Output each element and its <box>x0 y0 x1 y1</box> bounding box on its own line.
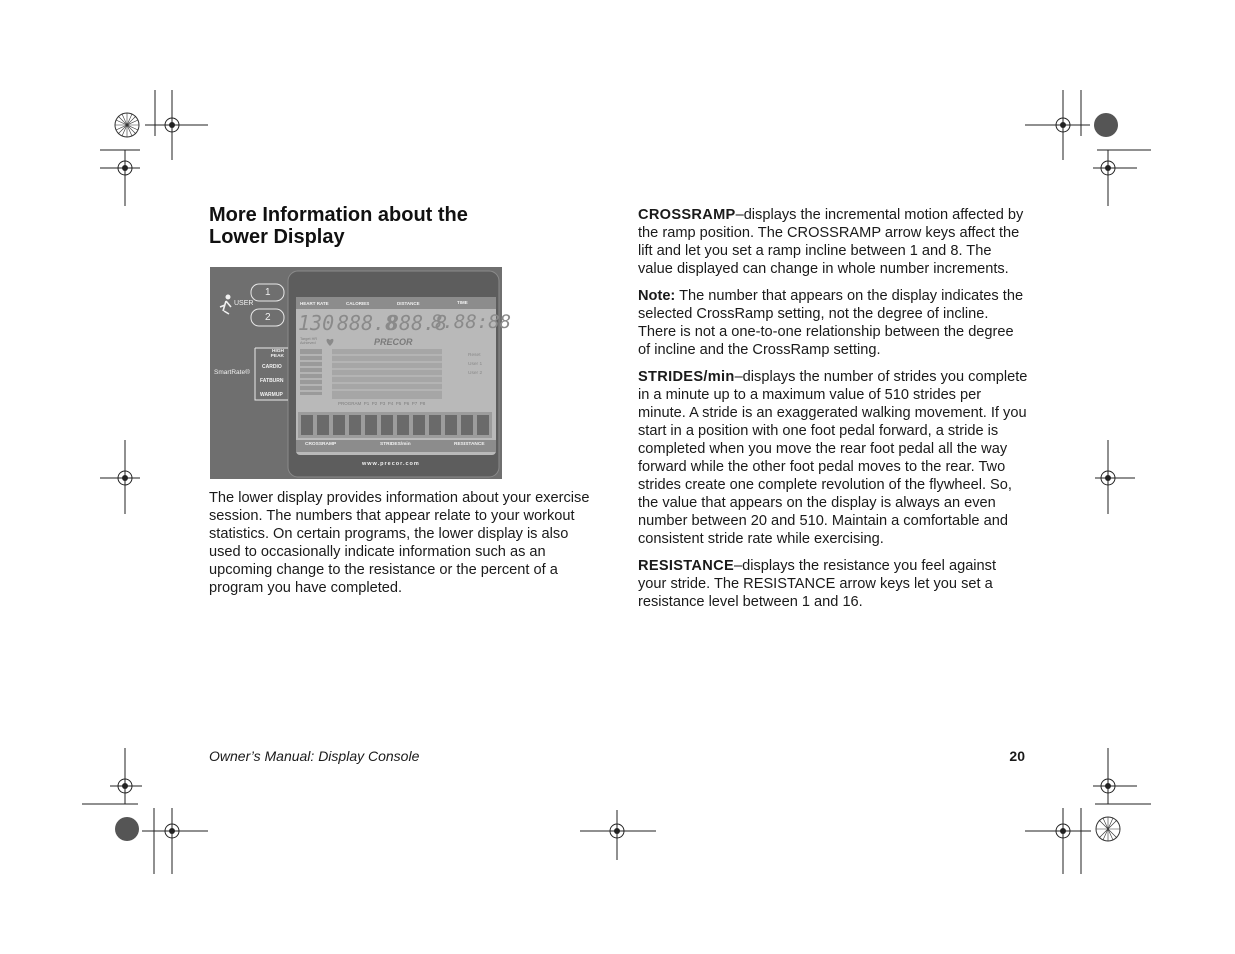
console-zone-warmup: WARMUP <box>260 392 283 398</box>
console-label-heart-rate: HEART RATE <box>300 301 329 306</box>
page-number: 20 <box>1009 748 1025 764</box>
registration-mark-top-left <box>100 90 220 210</box>
program-bar-grid <box>332 349 442 399</box>
console-label-crossramp: CROSSRAMP <box>305 442 337 447</box>
registration-mark-mid-right <box>1085 440 1135 515</box>
console-label-time: TIME <box>457 300 468 305</box>
registration-mark-mid-left <box>100 440 150 515</box>
console-right-label-reset: Reset <box>468 353 481 358</box>
console-readout-heart-rate: 130 <box>298 311 335 335</box>
console-right-label-user2: User 2 <box>468 371 483 376</box>
strides-paragraph <box>638 368 1028 548</box>
crossramp-paragraph <box>638 206 1028 278</box>
console-brand-logo: PRECOR <box>374 337 413 347</box>
console-label-strides: STRIDES/min <box>380 442 411 447</box>
crossramp-text: –displays the incremental motion affected by the ramp position. The CROSSRAMP arrow keys affect the lift and let you set a ramp incline between 1 and 8. The value displayed can change in whole number increments. <box>638 207 1024 277</box>
console-zone-cardio: CARDIO <box>262 364 282 370</box>
title-line-2: Lower Display <box>209 226 345 248</box>
note-text: The number that appears on the display indicates the selected CrossRamp setting, not the degree of incline. There is not a one-to-one relationship between the degree of incline and the CrossRamp setting. <box>638 288 1024 358</box>
resistance-paragraph <box>638 557 1013 611</box>
console-user-button-1: 1 <box>265 287 271 298</box>
console-readout-calories: 888.8 <box>337 311 398 335</box>
console-target-label: Target HR Achieved <box>300 337 318 346</box>
crossramp-term: CROSSRAMP <box>638 207 736 223</box>
console-label-calories: CALORIES <box>346 301 370 306</box>
console-label-distance: DISTANCE <box>397 301 420 306</box>
strides-term: STRIDES/min <box>638 369 735 385</box>
note-paragraph <box>638 287 1028 359</box>
console-zone-highpeak: HIGH PEAK <box>270 349 284 359</box>
console-user-button-2: 2 <box>265 312 271 323</box>
console-label-resistance: RESISTANCE <box>454 442 485 447</box>
console-illustration <box>210 267 512 479</box>
registration-mark-bottom-right <box>1015 748 1155 878</box>
console-drawing <box>210 267 502 479</box>
page-title <box>209 204 569 248</box>
console-website: www.precor.com <box>362 461 420 467</box>
note-label: Note: <box>638 288 676 304</box>
console-zone-fatburn: FATBURN <box>260 378 284 384</box>
title-line-1: More Information about the <box>209 204 468 226</box>
registration-mark-bottom-left <box>82 748 222 878</box>
registration-mark-bottom-center <box>580 810 660 860</box>
console-program-row: PROGRAM P1 P2 P3 P4 P5 P6 P7 P8 <box>338 401 426 406</box>
console-user-label: USER <box>234 300 254 307</box>
registration-mark-top-right <box>1015 90 1155 210</box>
footer-title: Owner’s Manual: Display Console <box>209 748 420 764</box>
console-smartrate-label: SmartRate® <box>214 369 250 376</box>
console-readout-time: 8.88:88 <box>431 311 512 333</box>
resistance-term: RESISTANCE <box>638 558 734 574</box>
strides-text: –displays the number of strides you complete in a minute up to a maximum value of 510 strides per minute. A stride is an exaggerated walking movement. If you start in a position with one foot pedal forward, a stride is completed when you move the rear foot pedal all the way forward while the other foot pedal moves to the rear. Two strides create one complete revolution of the flywheel. So, the value that appears on the display is always an even number between 20 and 510. Maintain a comfortable and consistent stride rate while exercising. <box>638 369 1028 547</box>
resistance-text: –displays the resistance you feel against your stride. The RESISTANCE arrow keys let you set a resistance level between 1 and 16. <box>638 558 997 610</box>
console-right-label-user1: User 1 <box>468 362 483 367</box>
intro-paragraph: The lower display provides information about your exercise session. The numbers that appear relate to your workout statistics. On certain programs, the lower display is also used to occasionally indicate information such as an upcoming change to the resistance or the percent of a program you have completed. <box>209 490 590 596</box>
console-readout-distance: 888.8 <box>387 311 448 335</box>
